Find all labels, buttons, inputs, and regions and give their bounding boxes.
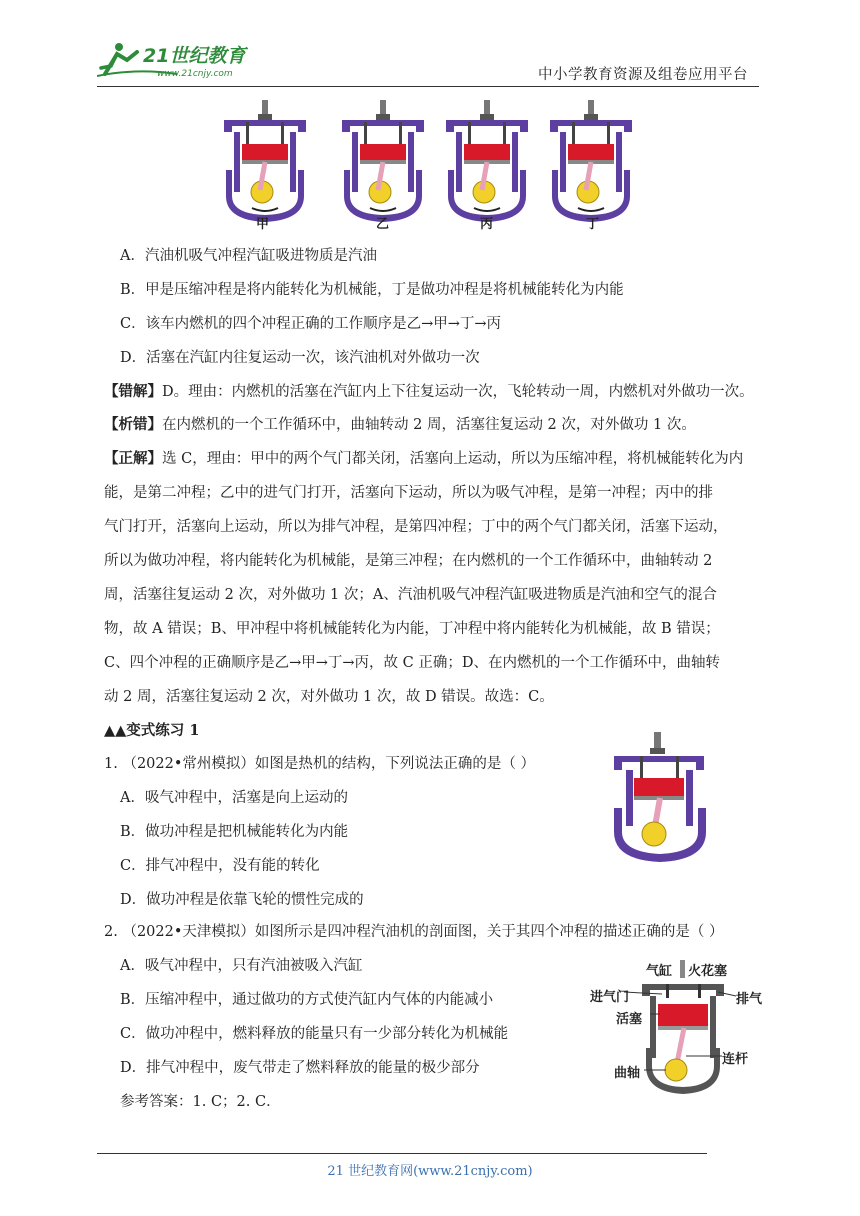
logo-url: www.21cnjy.com: [157, 69, 233, 79]
analysis: [104, 415, 696, 435]
engine-cross-section-figure: [586, 956, 776, 1106]
q2-option-d: D．排气冲程中，废气带走了燃料释放的能量的极少部分: [120, 1060, 480, 1076]
q2-option-b: B．压缩冲程中，通过做功的方式使汽缸内气体的内能减小: [120, 992, 494, 1008]
reference-answers: 参考答案：1. C；2. C．: [120, 1094, 281, 1110]
q2-option-c: C．做功冲程中，燃料释放的能量只有一少部分转化为机械能: [120, 1026, 509, 1042]
q1-option-c: C．排气冲程中，没有能的转化: [120, 858, 320, 874]
label-spark-plug: 火花塞: [688, 964, 728, 979]
option-c: C．该车内燃机的四个冲程正确的工作顺序是乙→甲→丁→丙: [120, 316, 502, 332]
analysis-label: 【析错】: [104, 416, 162, 433]
engine-strokes-figure: [218, 100, 638, 238]
correct-answer-line-7: C、四个冲程的正确顺序是乙→甲→丁→丙，故 C 正确；D、在内燃机的一个工作循环中，曲轴转: [104, 655, 720, 671]
footer-text[interactable]: 21 世纪教育网(www.21cnjy.com): [327, 1164, 533, 1179]
header-divider: [97, 86, 759, 87]
section-title: ▲▲变式练习 1: [104, 722, 200, 739]
analysis-text: 在内燃机的一个工作循环中，曲轴转动 2 周，活塞往复运动 2 次，对外做功 1 次。: [162, 417, 696, 433]
q1-option-d: D．做功冲程是依靠飞轮的惯性完成的: [120, 892, 364, 908]
stroke-label-bing: 丙: [480, 217, 494, 232]
stroke-label-ding: 丁: [586, 217, 600, 232]
wrong-label: 【错解】: [104, 383, 162, 400]
label-connecting-rod: 连杆: [722, 1052, 749, 1067]
label-crankshaft: 曲轴: [614, 1066, 641, 1081]
option-b: B．甲是压缩冲程是将内能转化为机械能，丁是做功冲程是将机械能转化为内能: [120, 282, 624, 298]
q2-option-a: A．吸气冲程中，只有汽油被吸入汽缸: [120, 958, 363, 974]
q1-stem: 1. （2022•常州模拟）如图是热机的结构，下列说法正确的是（ ）: [104, 756, 536, 772]
footer-divider: [97, 1153, 707, 1154]
option-a: A．汽油机吸气冲程汽缸吸进物质是汽油: [120, 248, 377, 264]
correct-answer-line-1: 【正解】选 C，理由：甲中的两个气门都关闭，活塞向上运动，所以为压缩冲程，将机械能转化为内: [104, 450, 744, 467]
platform-name: 中小学教育资源及组卷应用平台: [538, 67, 748, 83]
correct-answer-line-2: 能，是第二冲程；乙中的进气门打开，活塞向下运动，所以为吸气冲程，是第一冲程；丙中的排: [104, 485, 713, 501]
correct-label: 【正解】: [104, 450, 162, 467]
option-d: D．活塞在汽缸内往复运动一次，该汽油机对外做功一次: [120, 350, 480, 366]
correct-answer-line-8: 动 2 周，活塞往复运动 2 次，对外做功 1 次，故 D 错误。故选：C。: [104, 689, 554, 705]
stroke-label-yi: 乙: [376, 217, 390, 232]
correct-answer-line-5: 周，活塞往复运动 2 次，对外做功 1 次；A、汽油机吸气冲程汽缸吸进物质是汽油和空气的混合: [104, 587, 717, 603]
heat-engine-figure: [610, 732, 710, 864]
correct-answer-line-6: 物，故 A 错误；B、甲冲程中将机械能转化为内能，丁冲程中将内能转化为机械能，故 B 错误；: [104, 621, 720, 637]
wrong-answer: [104, 382, 754, 402]
q2-stem: 2. （2022•天津模拟）如图所示是四冲程汽油机的剖面图，关于其四个冲程的描述正确的是（ ）: [104, 924, 724, 940]
site-logo: [97, 38, 277, 82]
q1-option-a: A．吸气冲程中，活塞是向上运动的: [120, 790, 348, 806]
label-piston: 活塞: [616, 1012, 643, 1027]
label-intake-valve: 进气门: [590, 990, 630, 1005]
stroke-label-jia: 甲: [256, 217, 270, 232]
correct-answer-line-4: 所以为做功冲程，将内能转化为机械能，是第三冲程；在内燃机的一个工作循环中，曲轴转动 2: [104, 553, 713, 569]
wrong-text: D。理由：内燃机的活塞在汽缸内上下往复运动一次，飞轮转动一周，内燃机对外做功一次。: [162, 384, 754, 400]
q1-option-b: B．做功冲程是把机械能转化为内能: [120, 824, 349, 840]
correct-answer-line-3: 气门打开，活塞向上运动，所以为排气冲程，是第四冲程；丁中的两个气门都关闭，活塞下运动，: [104, 519, 728, 535]
label-exhaust: 排气: [736, 992, 763, 1007]
label-cylinder: 气缸: [646, 964, 673, 979]
logo-text: 21世纪教育: [143, 45, 246, 67]
